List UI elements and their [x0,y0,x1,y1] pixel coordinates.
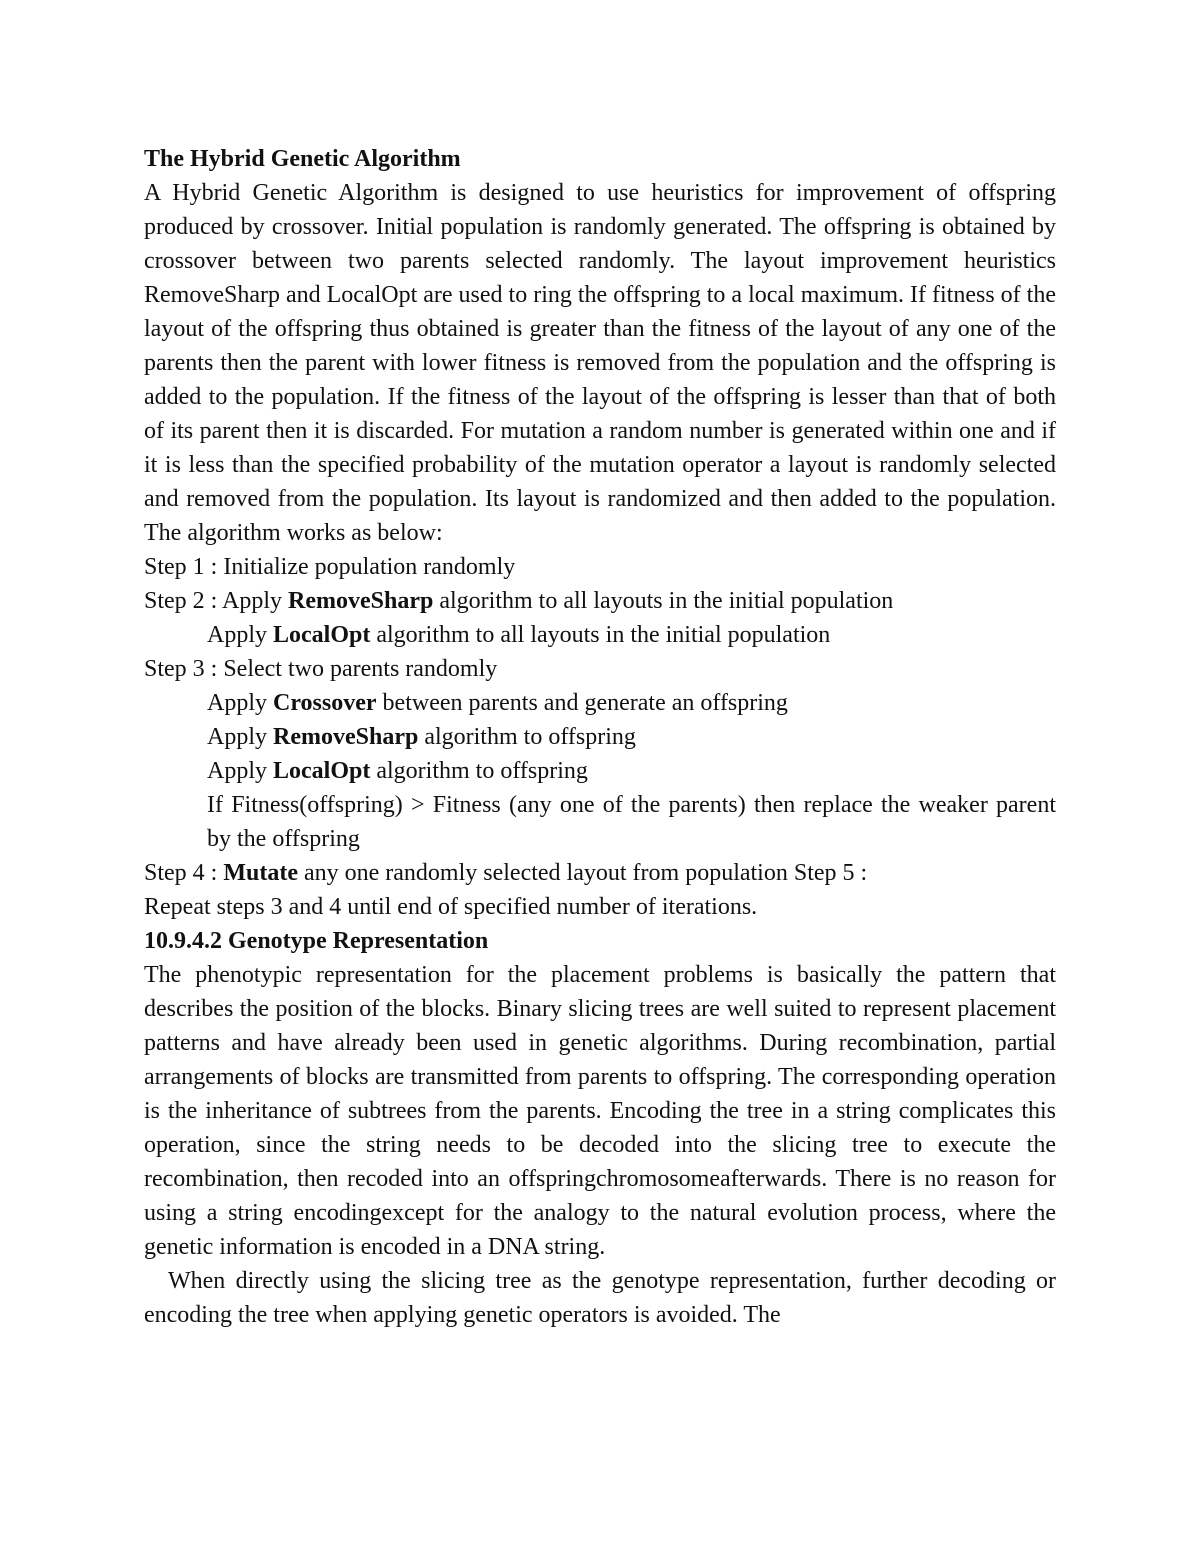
document-page [144,142,1056,1332]
localopt-term: LocalOpt [273,622,371,648]
intro-paragraph: A Hybrid Genetic Algorithm is designed to use heuristics for improvement of offspring produced by crossover. Initial population is randomly generated. The offspring is obtained by crossover between two parents selected randomly. The layout improvement heuristics RemoveSharp and LocalOpt are used to ring the offspring to a local maximum. If fitness of the layout of the offspring thus obtained is greater than the fitness of the layout of any one of the parents then the parent with lower fitness is removed from the population and the offspring is added to the population. If the fitness of the layout of the offspring is lesser than that of both of its parent then it is discarded. For mutation a random number is generated within one and if it is less than the specified probability of the mutation operator a layout is randomly selected and removed from the population. Its layout is randomized and then added to the population. The algorithm works as below: [144,180,1056,546]
genotype-title: 10.9.4.2 Genotype Representation [144,928,489,954]
removesharp-term: RemoveSharp [288,588,434,614]
step-3: Step 3 : Select two parents randomly [144,656,498,682]
step-3-localopt: Apply LocalOpt algorithm to offspring [207,758,588,784]
step-2-sub: Apply LocalOpt algorithm to all layouts in the initial population [207,622,831,648]
genotype-paragraph-1: The phenotypic representation for the placement problems is basically the pattern that describes the position of the blocks. Binary slicing trees are well suited to represent placement patterns and have already been used in genetic algorithms. During recombination, partial arrangements of blocks are transmitted from parents to offspring. The corresponding operation is the inheritance of subtrees from the parents. Encoding the tree in a string complicates this operation, since the string needs to be decoded into the slicing tree to execute the recombination, then recoded into an offspringchromosomeafterwards. There is no reason for using a string encodingexcept for the analogy to the natural evolution process, where the genetic information is encoded in a DNA string. [144,962,1056,1260]
step-3-replace: If Fitness(offspring) > Fitness (any one of the parents) then replace the weaker parent by the offspring [207,792,1056,852]
step-5: Repeat steps 3 and 4 until end of specified number of iterations. [144,894,758,920]
step-3-crossover: Apply Crossover between parents and generate an offspring [207,690,788,716]
step-2: Step 2 : Apply RemoveSharp algorithm to all layouts in the initial population [144,588,894,614]
removesharp-term: RemoveSharp [273,724,419,750]
localopt-term: LocalOpt [273,758,371,784]
step-4: Step 4 : Mutate any one randomly selected layout from population Step 5 : [144,860,868,886]
step-1: Step 1 : Initialize population randomly [144,554,516,580]
crossover-term: Crossover [273,690,377,716]
genotype-paragraph-2: When directly using the slicing tree as the genotype representation, further decoding or encoding the tree when applying genetic operators is avoided. The [144,1268,1056,1328]
mutate-term: Mutate [223,860,298,886]
step-3-removesharp: Apply RemoveSharp algorithm to offspring [207,724,636,750]
section-title: The Hybrid Genetic Algorithm [144,146,461,172]
